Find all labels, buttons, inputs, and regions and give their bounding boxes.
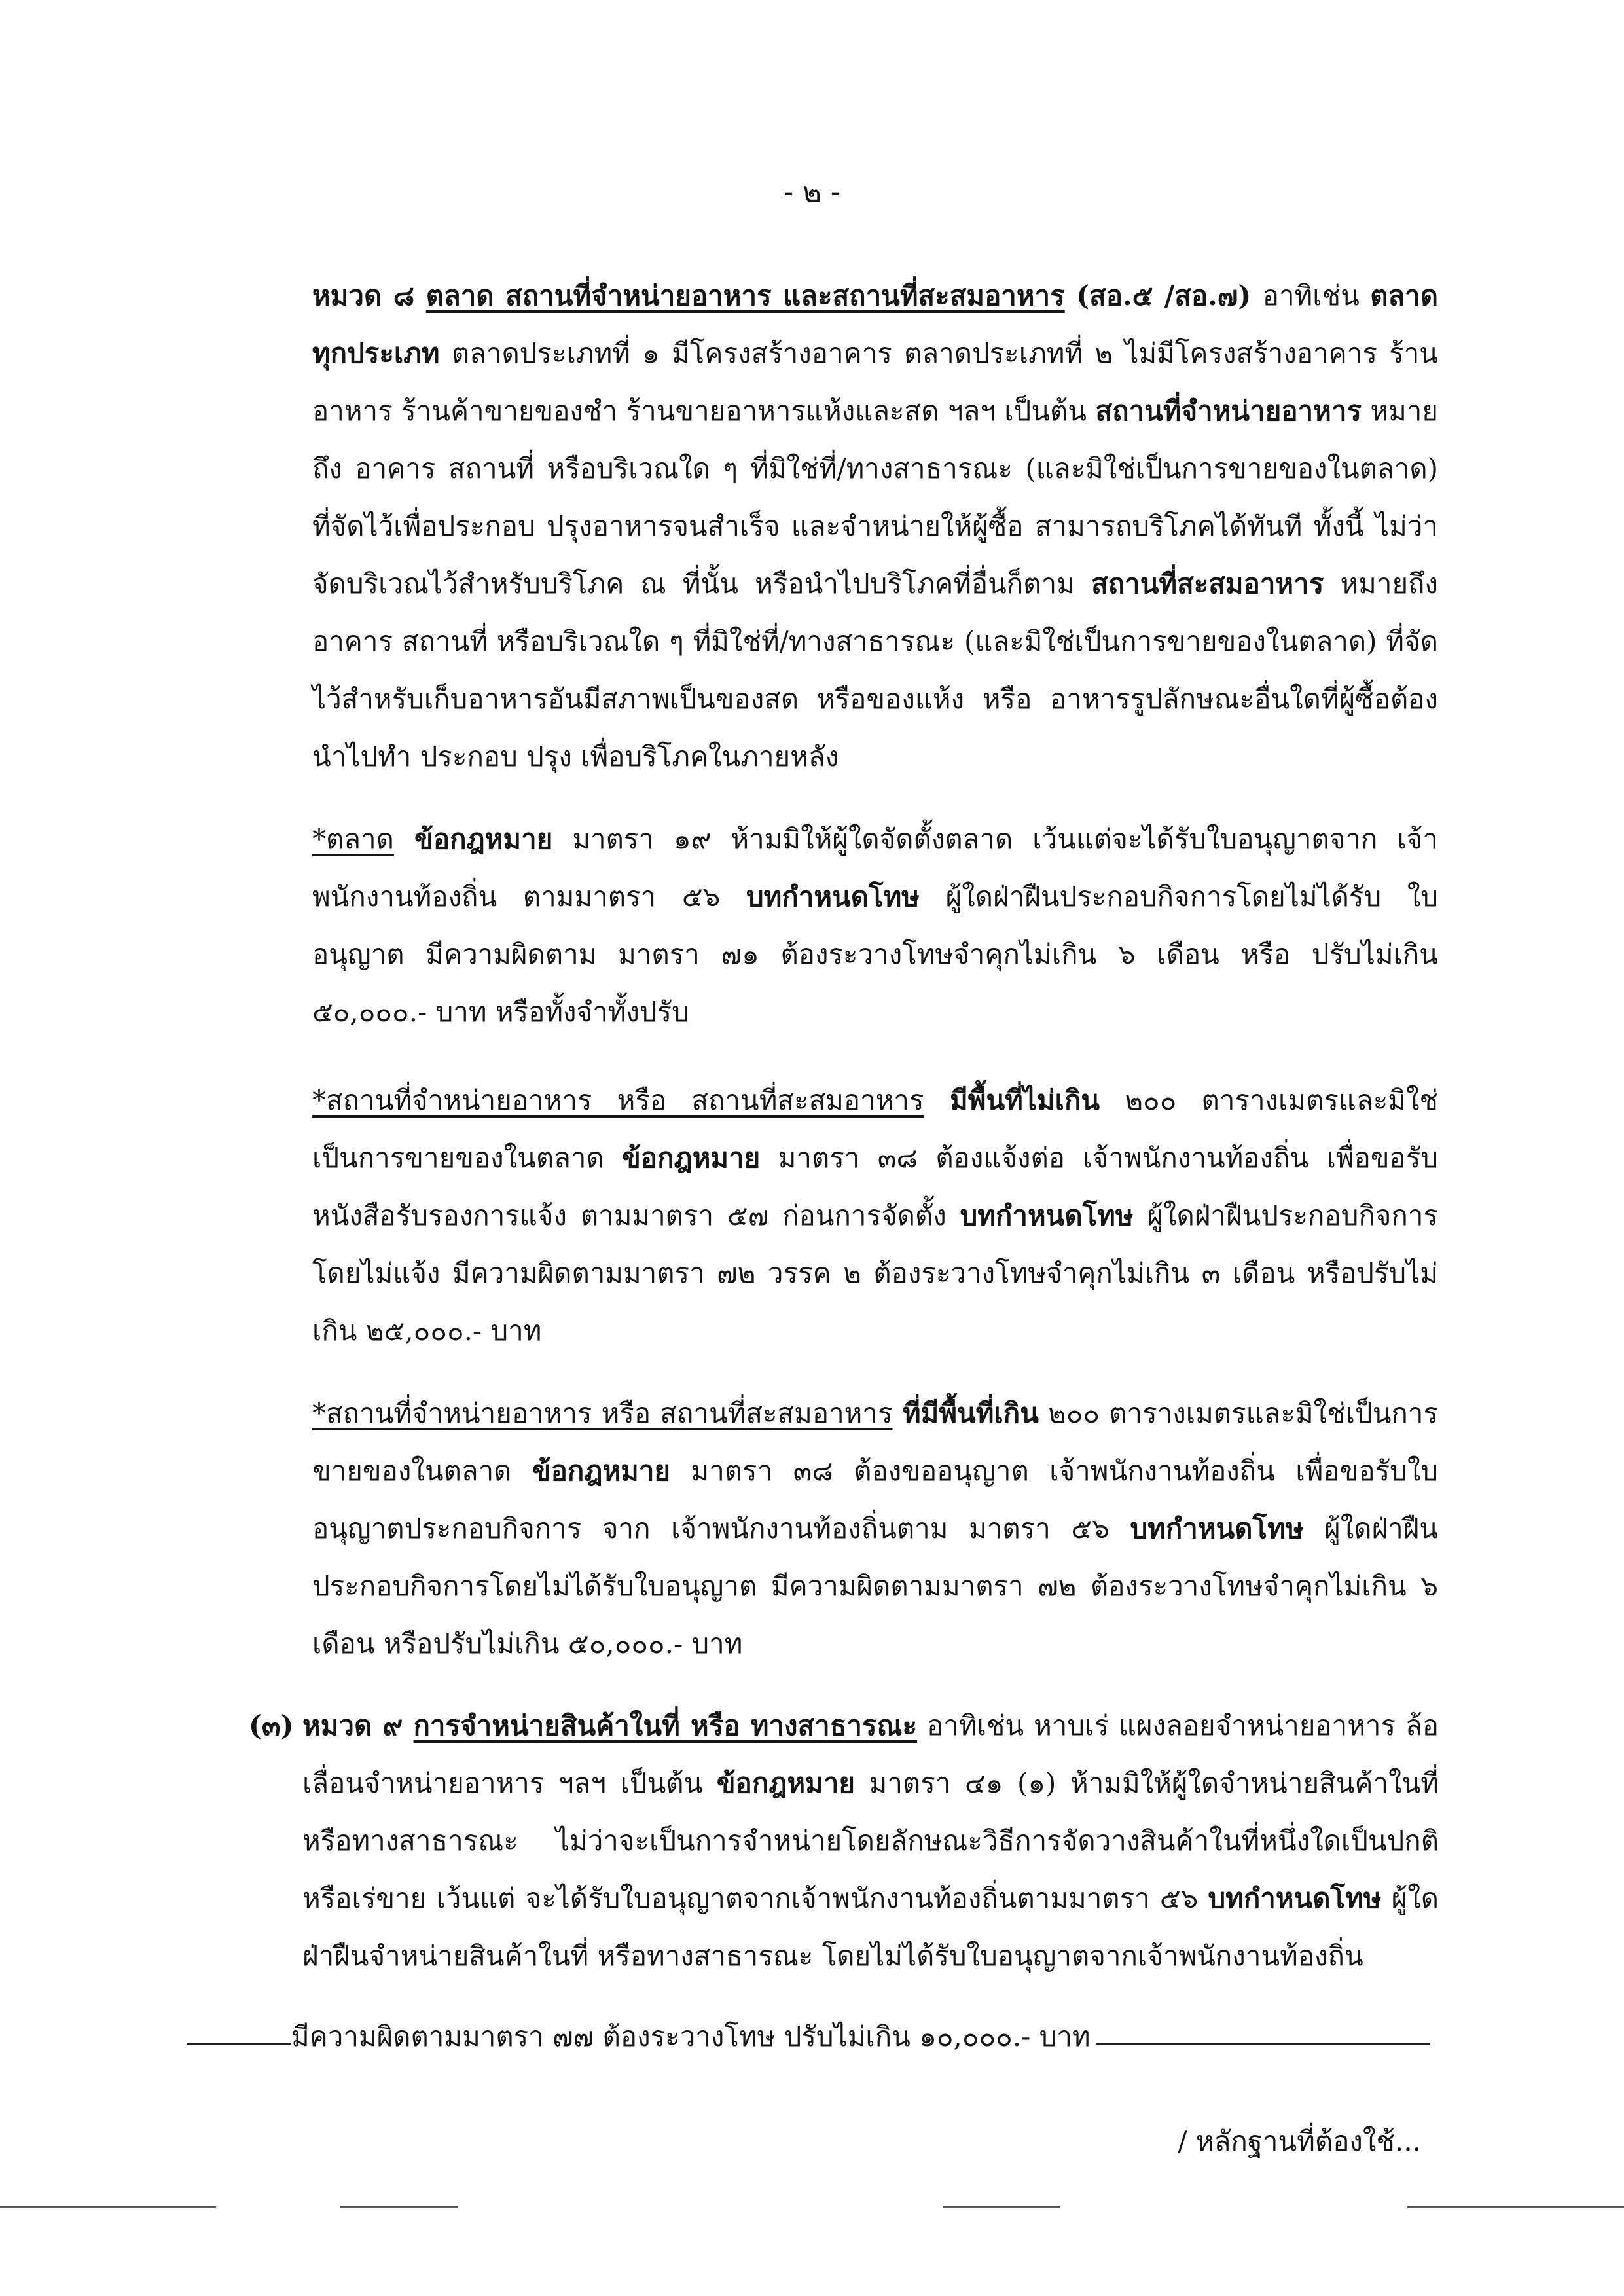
bottom-divider-mid xyxy=(340,2206,458,2208)
bottom-divider-left xyxy=(0,2206,216,2208)
text: หมายถึงอาคาร สถานที่ หรือบริเวณใด ๆ ที่มิใช่ที่/ทางสาธารณะ (และมิใช่เป็นการขายของในตลาด) ที่จัดไว้สำหรับเก็บอาหารอันมีสภาพเป็นของสด หรือของแห้ง หรือ อาหารรูปลักษณะอื่นใดที่ผู้ซื้อต้องนำไปทำ ประกอบ ปรุง เพื่อบริโภคในภายหลัง xyxy=(312,568,1438,773)
market-law-paragraph xyxy=(312,811,1438,1041)
text: มาตรา ๑๙ ห้ามมิให้ผู้ใดจัดตั้งตลาด เว้นแต่จะได้รับใบอนุญาตจาก เจ้าพนักงานท้องถิ่น ตามมาตรา ๕๖ xyxy=(312,823,1438,913)
text: ตลาดประเภทที่ ๑ มีโครงสร้างอาคาร ตลาดประเภทที่ ๒ ไม่มีโครงสร้างอาคาร ร้านอาหาร ร้านค้าขายของชำ ร้านขายอาหารแห้งและสด ฯลฯ เป็นต้น xyxy=(312,337,1438,427)
law-label: ข้อกฎหมาย xyxy=(716,1767,856,1799)
law-label: ข้อกฎหมาย xyxy=(393,823,553,855)
section-8-paragraph xyxy=(312,267,1438,786)
section-9-title: การจำหน่ายสินค้าในที่ หรือ ทางสาธารณะ xyxy=(413,1709,918,1741)
text: หมายถึง อาคาร สถานที่ หรือบริเวณใด ๆ ที่มิใช่ที่/ทางสาธารณะ (และมิใช่เป็นการขายของในตลาด) ที่จัดไว้เพื่อประกอบ ปรุงอาหารจนสำเร็จ และจำหน่ายให้ผู้ซื้อ สามารถบริโภคได้ทันที ทั้งนี้ ไม่ว่าจัดบริเวณไว้สำหรับบริโภค ณ ที่นั้น หรือนำไปบริโภคที่อื่นก็ตาม xyxy=(312,395,1438,600)
text: ผู้ใดฝ่าฝืนจำหน่ายสินค้าในที่ หรือทางสาธารณะ โดยไม่ได้รับใบอนุญาตจากเจ้าพนักงานท้องถิ่น xyxy=(302,1882,1439,1972)
penalty-label: บทกำหนดโทษ xyxy=(960,1199,1134,1231)
section-9-paragraph xyxy=(249,1697,1439,1985)
text: มาตรา ๓๘ ต้องแจ้งต่อ เจ้าพนักงานท้องถิ่น เพื่อขอรับหนังสือรับรองการแจ้ง ตามมาตรา ๕๗ ก่อนการจัดตั้ง xyxy=(312,1142,1439,1231)
text: ผู้ใดฝ่าฝืนประกอบกิจการโดยไม่ได้รับใบอนุญาต มีความผิดตามมาตรา ๗๒ ต้องระวางโทษจำคุกไม่เกิน ๖ เดือน หรือปรับไม่เกิน ๕๐,๐๐๐.- บาท xyxy=(312,1512,1438,1660)
area-condition: มีพื้นที่ไม่เกิน xyxy=(924,1084,1100,1116)
term-food-storage: สถานที่สะสมอาหาร xyxy=(1091,568,1324,600)
large-outlet-heading: *สถานที่จำหน่ายอาหาร หรือ สถานที่สะสมอาหาร xyxy=(312,1397,893,1429)
law-label: ข้อกฎหมาย xyxy=(532,1455,671,1487)
page-number: - ๒ - xyxy=(784,175,840,209)
section-8-title: ตลาด สถานที่จำหน่ายอาหาร และสถานที่สะสมอาหาร xyxy=(425,280,1065,312)
bottom-divider-mid2 xyxy=(943,2206,1060,2208)
market-heading: *ตลาด xyxy=(312,823,394,855)
last-line: มีความผิดตามมาตรา ๗๗ ต้องระวางโทษ ปรับไม่เกิน ๑๐,๐๐๐.- บาท xyxy=(291,2015,1096,2058)
area-condition: ที่มีพื้นที่เกิน xyxy=(892,1397,1039,1429)
text: อาทิเช่น หาบเร่ แผงลอยจำหน่ายอาหาร ล้อเลื่อนจำหน่ายอาหาร ฯลฯ เป็นต้น xyxy=(302,1709,1439,1799)
text: ผู้ใดฝ่าฝืนประกอบกิจการโดยไม่แจ้ง มีความผิดตามมาตรา ๗๒ วรรค ๒ ต้องระวางโทษจำคุกไม่เกิน ๓ เดือน หรือปรับไม่เกิน ๒๕,๐๐๐.- บาท xyxy=(312,1199,1438,1347)
section-8-prefix: หมวด ๘ xyxy=(312,280,426,312)
text: ผู้ใดฝ่าฝืนประกอบกิจการโดยไม่ได้รับ ใบอนุญาต มีความผิดตาม มาตรา ๗๑ ต้องระวางโทษจำคุกไม่เกิน ๖ เดือน หรือ ปรับไม่เกิน ๕๐,๐๐๐.- บาท หรือทั้งจำทั้งปรับ xyxy=(312,881,1439,1028)
penalty-label: บทกำหนดโทษ xyxy=(746,881,920,913)
bottom-divider-right xyxy=(1407,2206,1624,2208)
text: ๒๐๐ ตารางเมตรและมิใช่เป็นการขายของในตลาด xyxy=(312,1397,1438,1487)
term-food-outlet: สถานที่จำหน่ายอาหาร xyxy=(1095,395,1362,427)
large-outlet-paragraph xyxy=(312,1385,1438,1673)
section-9-prefix: หมวด ๙ xyxy=(302,1709,414,1741)
small-outlet-paragraph xyxy=(312,1072,1438,1360)
section-8-code: (สอ.๕ /สอ.๗) xyxy=(1064,280,1263,312)
term-all-markets: ตลาดทุกประเภท xyxy=(312,280,1438,369)
item-marker: (๓) xyxy=(249,1709,294,1741)
penalty-label: บทกำหนดโทษ xyxy=(1208,1882,1382,1914)
text: มาตรา ๓๘ ต้องขออนุญาต เจ้าพนักงานท้องถิ่น เพื่อขอรับใบอนุญาตประกอบกิจการ จาก เจ้าพนักงานท้องถิ่นตาม มาตรา ๕๖ xyxy=(312,1455,1438,1544)
continuation-note: / หลักฐานที่ต้องใช้... xyxy=(1178,2125,1421,2157)
text: ๒๐๐ ตารางเมตรและมิใช่เป็นการขายของในตลาด xyxy=(312,1084,1439,1174)
text: มาตรา ๔๑ (๑) ห้ามมิให้ผู้ใดจำหน่ายสินค้าในที่หรือทางสาธารณะ ไม่ว่าจะเป็นการจำหน่ายโดยลักษณะวิธีการจัดวางสินค้าในที่หนึ่งใดเป็นปกติหรือเร่ขาย เว้นแต่ จะได้รับใบอนุญาตจากเจ้าพนักงานท้องถิ่นตามมาตรา ๕๖ xyxy=(302,1767,1439,1914)
text: อาทิเช่น xyxy=(1262,280,1371,312)
penalty-label: บทกำหนดโทษ xyxy=(1130,1512,1304,1544)
law-label: ข้อกฎหมาย xyxy=(622,1142,761,1174)
small-outlet-heading: *สถานที่จำหน่ายอาหาร หรือ สถานที่สะสมอาหาร xyxy=(312,1084,924,1116)
